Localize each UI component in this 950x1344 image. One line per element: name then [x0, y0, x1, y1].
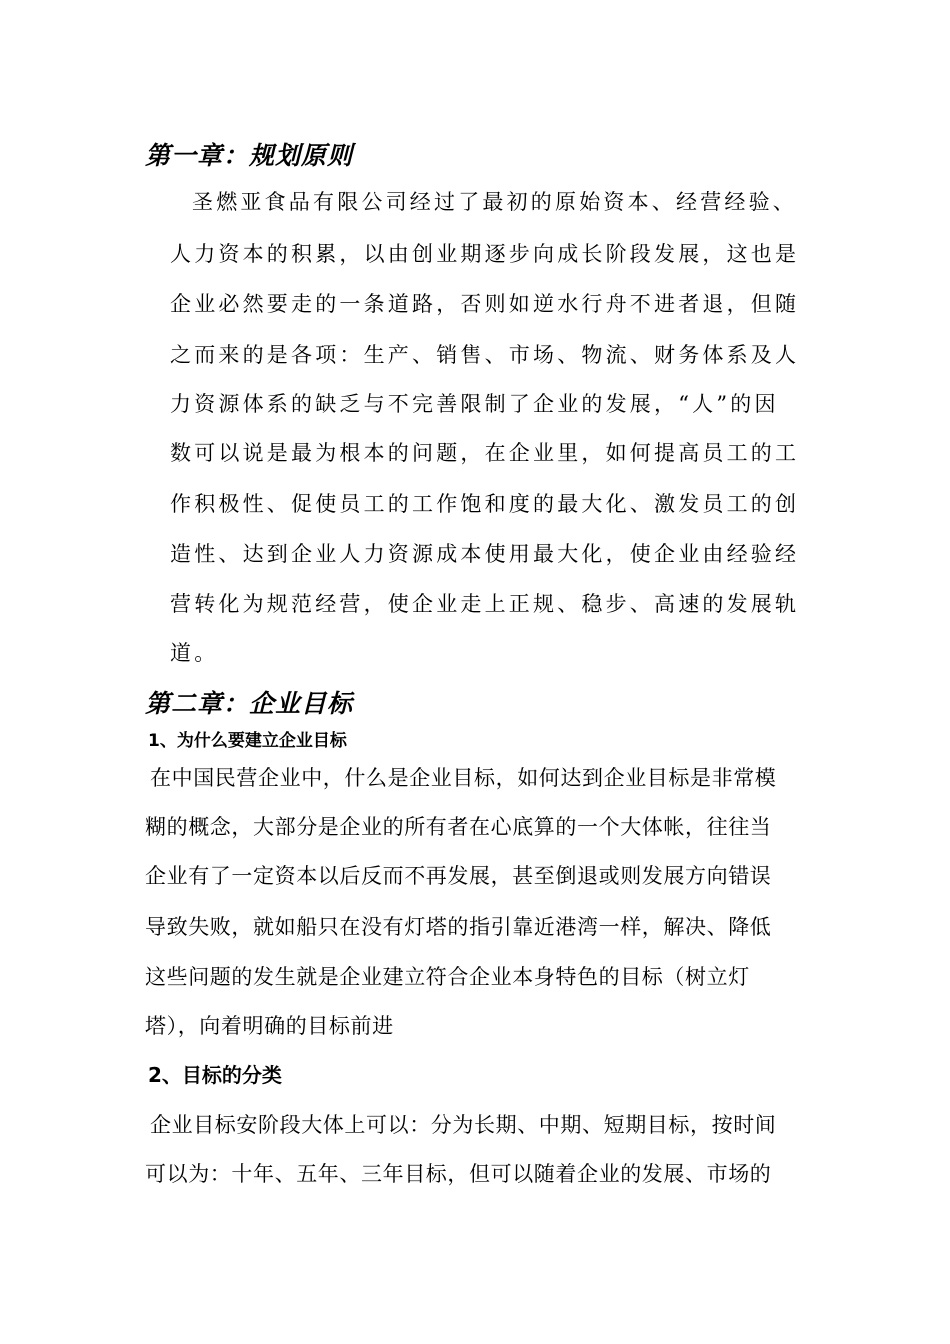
- paragraph-line: 糊的概念，大部分是企业的所有者在心底算的一个大体帐，往往当: [145, 815, 772, 839]
- paragraph-line: 数可以说是最为根本的问题，在企业里，如何提高员工的工: [170, 441, 800, 465]
- paragraph-line: 之而来的是各项：生产、销售、市场、物流、财务体系及人: [170, 343, 800, 367]
- paragraph-line: 企业必然要走的一条道路，否则如逆水行舟不进者退，但随: [170, 292, 800, 316]
- paragraph-line: 在中国民营企业中，什么是企业目标，如何达到企业目标是非常模: [150, 766, 777, 790]
- paragraph-line: 作积极性、促使员工的工作饱和度的最大化、激发员工的创: [170, 492, 800, 516]
- paragraph-line: 塔），向着明确的目标前进: [145, 1014, 394, 1038]
- paragraph-line: 人力资本的积累，以由创业期逐步向成长阶段发展，这也是: [170, 242, 800, 266]
- paragraph-line: 道。: [170, 641, 219, 665]
- paragraph-line: 企业有了一定资本以后反而不再发展，甚至倒退或则发展方向错误: [145, 864, 772, 888]
- paragraph-line: 这些问题的发生就是企业建立符合企业本身特色的目标（树立灯: [145, 965, 750, 989]
- paragraph-line: 造性、达到企业人力资源成本使用最大化，使企业由经验经: [170, 542, 800, 566]
- paragraph-line: 企业目标安阶段大体上可以：分为长期、中期、短期目标，按时间: [150, 1113, 777, 1137]
- chapter-1-title: 第一章：规划原则: [145, 141, 354, 170]
- paragraph-line: 导致失败，就如船只在没有灯塔的指引靠近港湾一样，解决、降低: [145, 915, 772, 939]
- paragraph-line: 可以为：十年、五年、三年目标，但可以随着企业的发展、市场的: [145, 1162, 772, 1186]
- paragraph-line: 圣燃亚食品有限公司经过了最初的原始资本、经营经验、: [192, 190, 797, 214]
- section-2-heading: 2、目标的分类: [148, 1063, 282, 1087]
- paragraph-line: 力资源体系的缺乏与不完善限制了企业的发展，“人”的因: [170, 392, 779, 416]
- paragraph-line: 营转化为规范经营，使企业走上正规、稳步、高速的发展轨: [170, 592, 800, 616]
- section-1-heading: 1、为什么要建立企业目标: [148, 731, 347, 751]
- chapter-2-title: 第二章：企业目标: [145, 689, 354, 718]
